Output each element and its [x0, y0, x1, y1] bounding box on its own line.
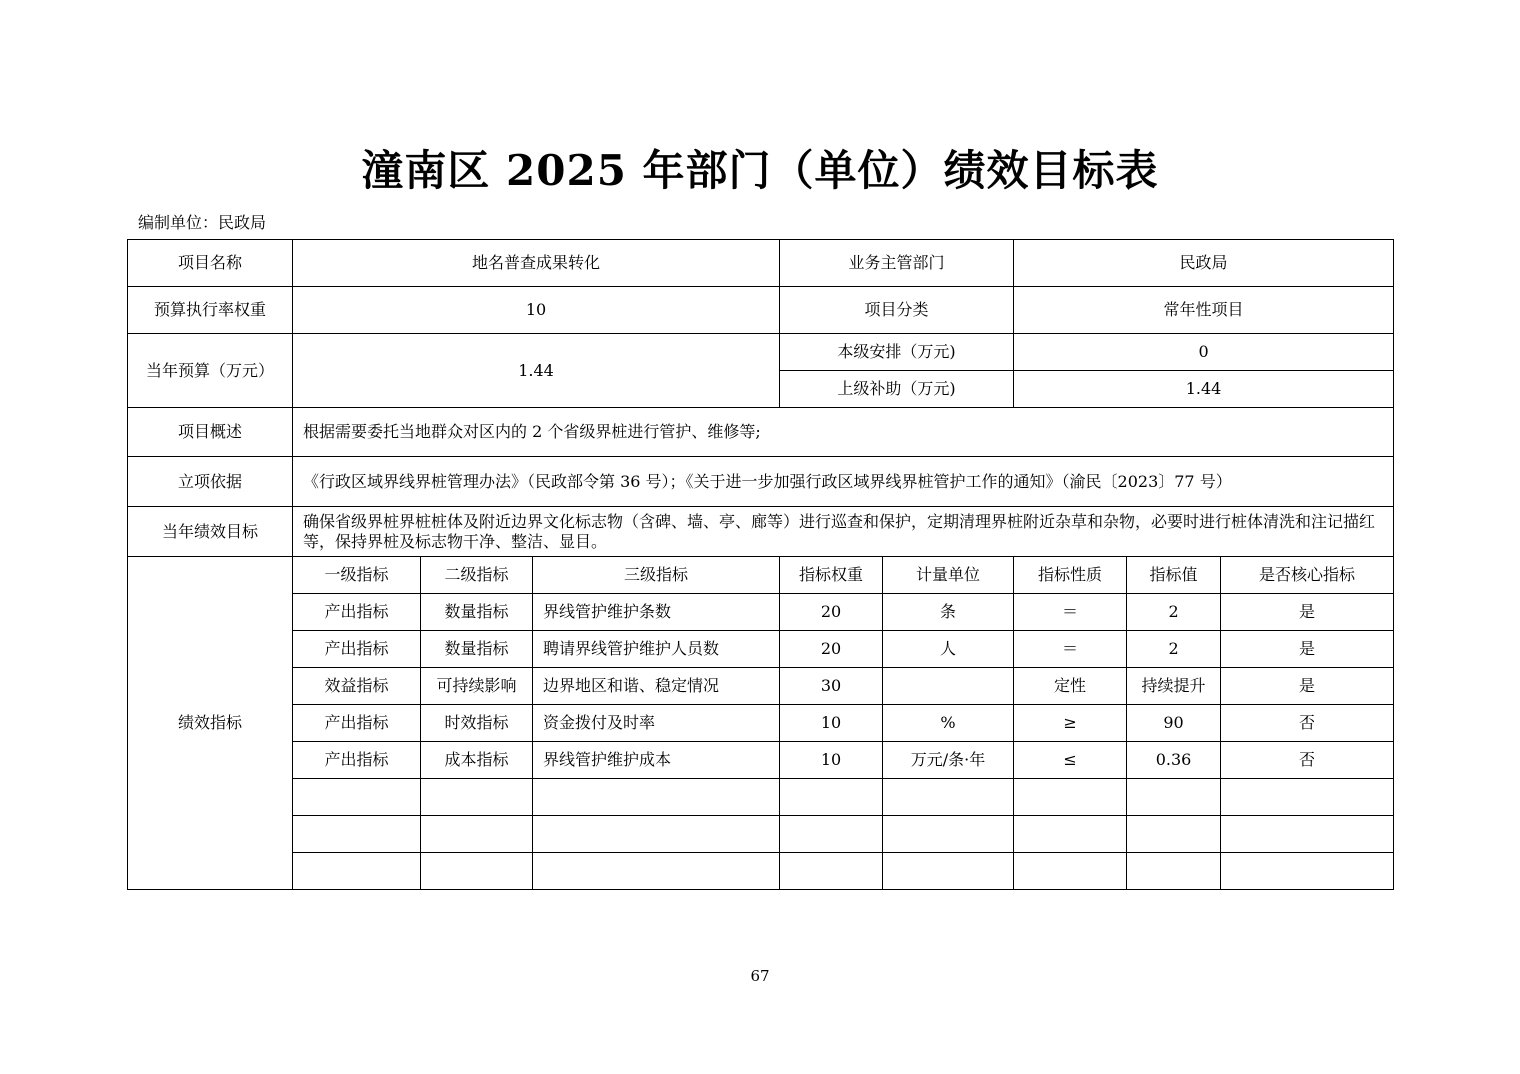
cell-value: 2: [1127, 631, 1221, 668]
header-core: 是否核心指标: [1221, 557, 1394, 594]
goal-label: 当年绩效目标: [128, 507, 293, 557]
category-value: 常年性项目: [1014, 287, 1394, 334]
project-name-value: 地名普查成果转化: [293, 240, 780, 287]
cell-value: 90: [1127, 705, 1221, 742]
cell-level2: 时效指标: [421, 705, 533, 742]
indicator-section-label: 绩效指标: [128, 557, 293, 890]
cell-level3: [533, 853, 780, 890]
indicator-row: [128, 853, 1394, 890]
indicator-row: [128, 594, 1394, 631]
performance-table: [127, 239, 1394, 890]
page-number: 67: [750, 967, 770, 985]
cell-level3: 界线管护维护成本: [533, 742, 780, 779]
table-row: [128, 507, 1394, 557]
cell-unit: [883, 816, 1014, 853]
cell-level1: [293, 779, 421, 816]
cell-core: 是: [1221, 594, 1394, 631]
cell-level2: [421, 779, 533, 816]
cell-nature: 定性: [1014, 668, 1127, 705]
indicator-row: [128, 631, 1394, 668]
cell-weight: 20: [780, 594, 883, 631]
overview-label: 项目概述: [128, 408, 293, 457]
indicator-row: [128, 668, 1394, 705]
cell-value: 2: [1127, 594, 1221, 631]
cell-unit: %: [883, 705, 1014, 742]
header-level1: 一级指标: [293, 557, 421, 594]
table-row: [128, 457, 1394, 507]
table-row: [128, 408, 1394, 457]
basis-label: 立项依据: [128, 457, 293, 507]
table-row: [128, 287, 1394, 334]
cell-level2: 可持续影响: [421, 668, 533, 705]
cell-core: [1221, 853, 1394, 890]
cell-unit: 人: [883, 631, 1014, 668]
indicator-row: [128, 779, 1394, 816]
header-level3: 三级指标: [533, 557, 780, 594]
cell-weight: 10: [780, 742, 883, 779]
cell-value: [1127, 816, 1221, 853]
indicator-row: [128, 742, 1394, 779]
table-row: [128, 240, 1394, 287]
cell-level1: 产出指标: [293, 742, 421, 779]
cell-unit: [883, 668, 1014, 705]
cell-level1: 产出指标: [293, 594, 421, 631]
cell-core: 否: [1221, 705, 1394, 742]
indicator-row: [128, 705, 1394, 742]
table-row: [128, 557, 1394, 594]
cell-value: 持续提升: [1127, 668, 1221, 705]
cell-nature: ＝: [1014, 631, 1127, 668]
cell-unit: 条: [883, 594, 1014, 631]
cell-level3: 界线管护维护条数: [533, 594, 780, 631]
cell-level1: [293, 816, 421, 853]
basis-value: 《行政区域界线界桩管理办法》（民政部令第 36 号）；《关于进一步加强行政区域界线界桩管护工作的通知》（渝民〔2023〕77 号）: [293, 457, 1394, 507]
cell-level3: 边界地区和谐、稳定情况: [533, 668, 780, 705]
cell-weight: [780, 853, 883, 890]
goal-value: 确保省级界桩界桩桩体及附近边界文化标志物（含碑、墙、亭、廊等）进行巡查和保护，定期清理界桩附近杂草和杂物，必要时进行桩体清洗和注记描红等，保持界桩及标志物干净、整洁、显目。: [293, 507, 1394, 557]
cell-level1: [293, 853, 421, 890]
weight-value: 10: [293, 287, 780, 334]
header-weight: 指标权重: [780, 557, 883, 594]
local-value: 0: [1014, 334, 1394, 371]
cell-weight: 20: [780, 631, 883, 668]
dept-value: 民政局: [1014, 240, 1394, 287]
cell-level2: [421, 816, 533, 853]
cell-level1: 产出指标: [293, 705, 421, 742]
cell-weight: 10: [780, 705, 883, 742]
cell-nature: [1014, 853, 1127, 890]
cell-core: [1221, 779, 1394, 816]
dept-label: 业务主管部门: [780, 240, 1014, 287]
cell-level3: [533, 816, 780, 853]
cell-unit: 万元/条·年: [883, 742, 1014, 779]
overview-value: 根据需要委托当地群众对区内的 2 个省级界桩进行管护、维修等;: [293, 408, 1394, 457]
cell-level3: [533, 779, 780, 816]
header-level2: 二级指标: [421, 557, 533, 594]
cell-weight: [780, 779, 883, 816]
page-title: 潼南区 2025 年部门（单位）绩效目标表: [361, 146, 1159, 195]
cell-level2: 成本指标: [421, 742, 533, 779]
cell-level3: 聘请界线管护维护人员数: [533, 631, 780, 668]
cell-nature: [1014, 779, 1127, 816]
budget-label: 当年预算（万元）: [128, 334, 293, 408]
cell-core: 是: [1221, 631, 1394, 668]
cell-nature: ≤: [1014, 742, 1127, 779]
table-row: [128, 334, 1394, 371]
cell-unit: [883, 853, 1014, 890]
cell-weight: [780, 816, 883, 853]
weight-label: 预算执行率权重: [128, 287, 293, 334]
project-name-label: 项目名称: [128, 240, 293, 287]
cell-unit: [883, 779, 1014, 816]
header-value: 指标值: [1127, 557, 1221, 594]
superior-label: 上级补助（万元): [780, 371, 1014, 408]
cell-core: [1221, 816, 1394, 853]
cell-level1: 效益指标: [293, 668, 421, 705]
cell-weight: 30: [780, 668, 883, 705]
cell-core: 是: [1221, 668, 1394, 705]
local-label: 本级安排（万元): [780, 334, 1014, 371]
cell-core: 否: [1221, 742, 1394, 779]
cell-level2: 数量指标: [421, 631, 533, 668]
cell-nature: ≥: [1014, 705, 1127, 742]
cell-nature: [1014, 816, 1127, 853]
superior-value: 1.44: [1014, 371, 1394, 408]
category-label: 项目分类: [780, 287, 1014, 334]
cell-level3: 资金拨付及时率: [533, 705, 780, 742]
cell-nature: ＝: [1014, 594, 1127, 631]
header-unit: 计量单位: [883, 557, 1014, 594]
cell-value: [1127, 853, 1221, 890]
compile-unit: 编制单位：民政局: [138, 213, 267, 232]
cell-value: [1127, 779, 1221, 816]
header-nature: 指标性质: [1014, 557, 1127, 594]
cell-value: 0.36: [1127, 742, 1221, 779]
cell-level2: 数量指标: [421, 594, 533, 631]
budget-value: 1.44: [293, 334, 780, 408]
cell-level2: [421, 853, 533, 890]
indicator-row: [128, 816, 1394, 853]
cell-level1: 产出指标: [293, 631, 421, 668]
